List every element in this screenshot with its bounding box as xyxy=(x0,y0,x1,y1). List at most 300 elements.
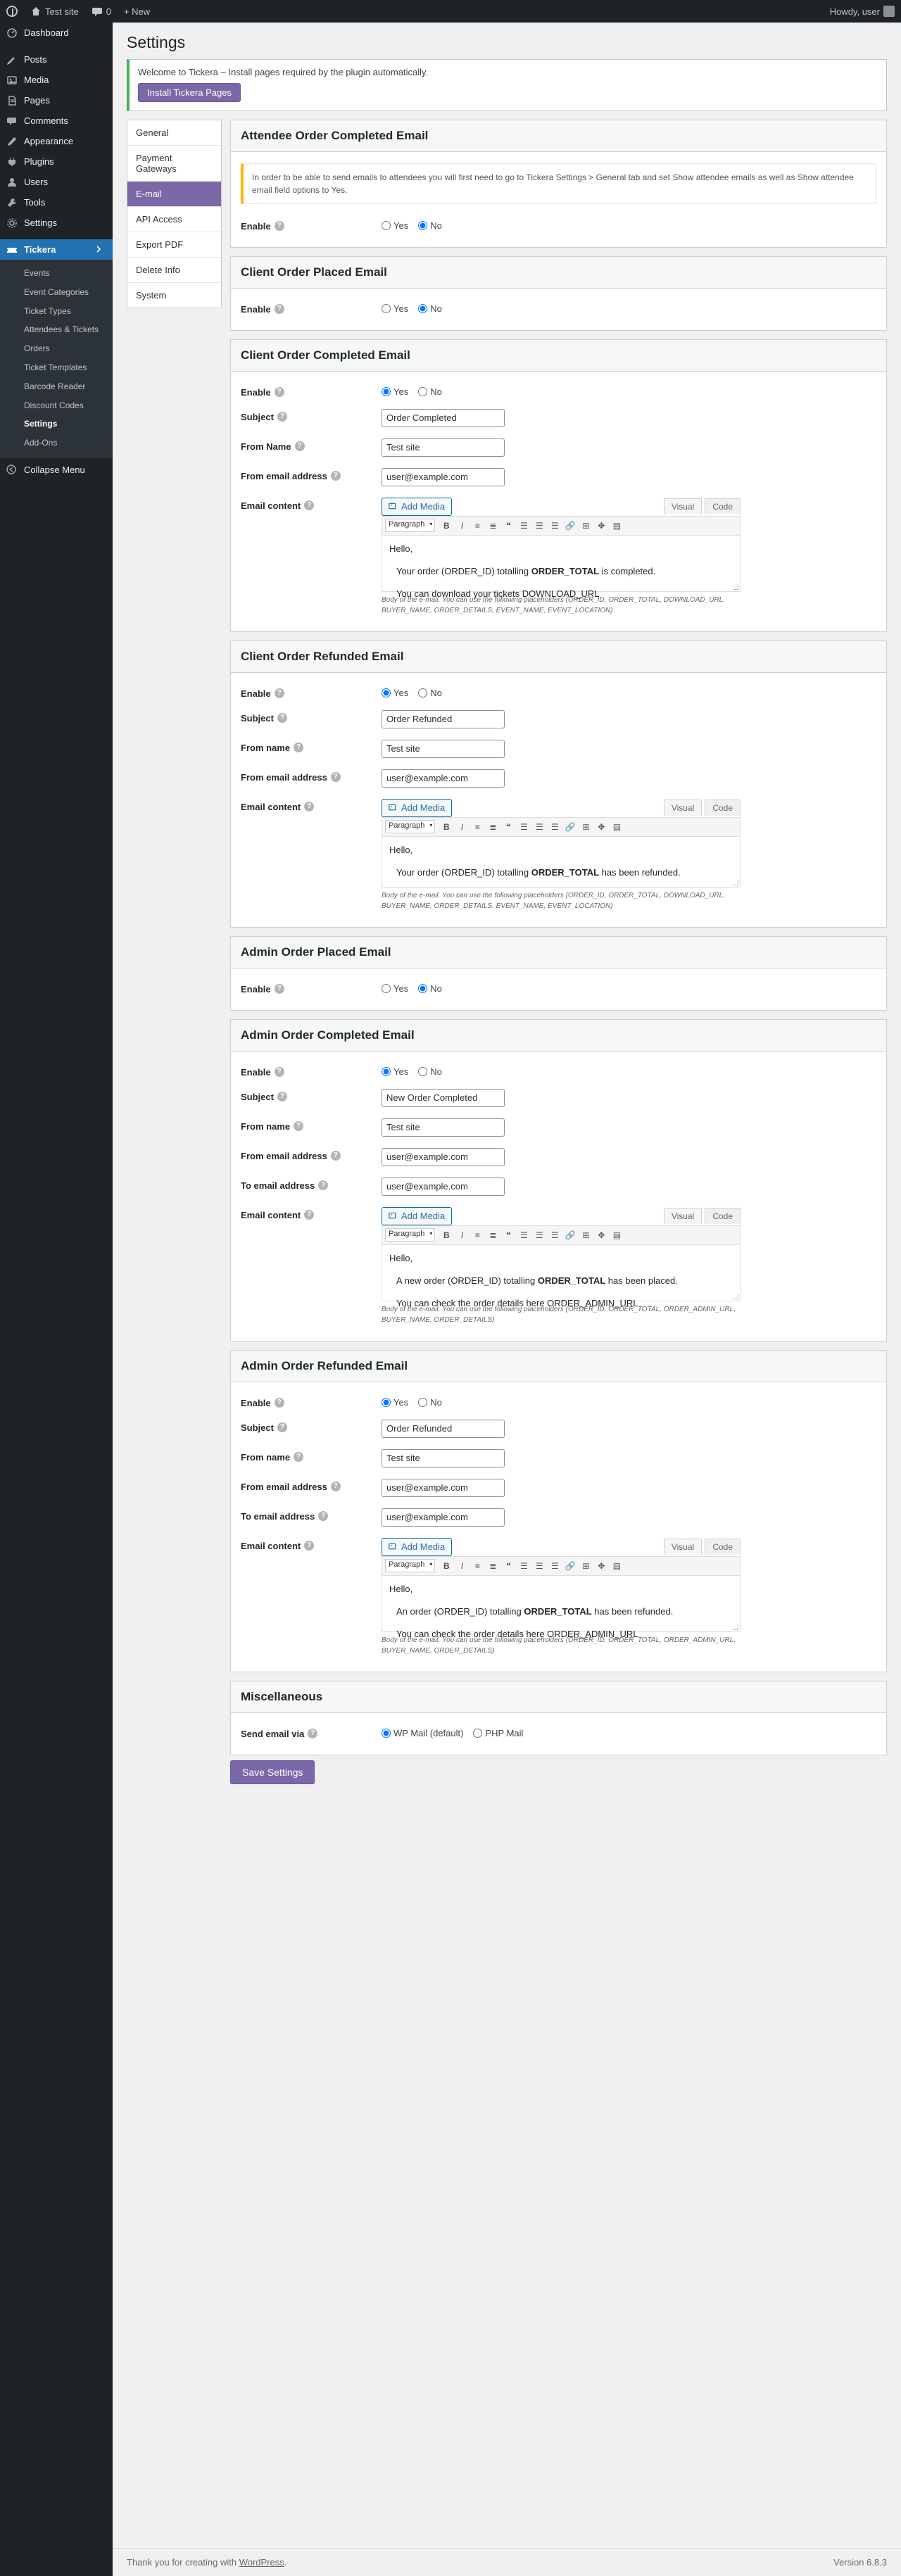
sidebar-divider xyxy=(0,43,113,49)
sidebar-item-posts[interactable] xyxy=(0,49,113,70)
editor-placeholder-token: ORDER_TOTAL xyxy=(531,565,600,576)
add-media-button[interactable] xyxy=(382,1538,452,1556)
sidebar-label: Plugins xyxy=(24,156,54,167)
align-right-icon[interactable]: ☰ xyxy=(550,1230,559,1240)
section-client-order-refunded-email xyxy=(230,640,887,928)
editor-text: has been refunded. xyxy=(599,866,681,878)
no-label: No xyxy=(430,386,442,397)
add-media-button[interactable] xyxy=(382,498,452,516)
sidebar-item-tools[interactable] xyxy=(0,192,113,213)
to-email-input[interactable] xyxy=(382,1177,505,1196)
tab-email[interactable] xyxy=(127,182,221,207)
footer-thanks-prefix: Thank you for creating with xyxy=(127,2557,239,2568)
field-enable xyxy=(241,680,876,705)
field-from-name xyxy=(241,1444,876,1473)
paragraph-format-select[interactable]: Paragraph ▾ xyxy=(385,1559,435,1572)
section-title: Client Order Completed Email xyxy=(231,340,886,372)
link-icon[interactable]: 🔗 xyxy=(565,821,576,832)
enable-label: Enable xyxy=(241,688,271,699)
sidebar-item-plugins[interactable] xyxy=(0,151,113,172)
tab-delete-info[interactable] xyxy=(127,258,221,283)
yes-label: Yes xyxy=(393,1066,409,1077)
field-enable xyxy=(241,976,876,1000)
toolbar-toggle-icon[interactable]: ▤ xyxy=(612,1560,622,1571)
help-icon[interactable]: ? xyxy=(318,1511,328,1521)
from-email-input[interactable] xyxy=(382,1479,505,1497)
help-icon[interactable]: ? xyxy=(331,1151,341,1161)
tab-export-pdf[interactable] xyxy=(127,232,221,258)
from-email-input[interactable] xyxy=(382,468,505,486)
editor-hint: Body of the e-mail. You can use the following placeholders (ORDER_ID, ORDER_TOTAL, ORDER_ADMIN_URL, BUYER_NAME, ORDER_DETAILS) xyxy=(382,1305,736,1324)
media-icon xyxy=(6,75,18,86)
help-icon[interactable]: ? xyxy=(294,743,303,752)
sidebar-label: Settings xyxy=(24,217,57,228)
new-content-label: + New xyxy=(123,6,151,17)
editor-line xyxy=(389,1604,733,1620)
submenu-label: Add-Ons xyxy=(24,438,58,448)
section-miscellaneous xyxy=(230,1681,887,1755)
help-icon[interactable]: ? xyxy=(331,1482,341,1491)
enable-label: Enable xyxy=(241,983,271,995)
submenu-label: Ticket Templates xyxy=(24,362,87,372)
media-icon xyxy=(389,1542,398,1551)
email-content-label: Email content xyxy=(241,1209,301,1220)
from-email-input[interactable] xyxy=(382,1148,505,1166)
settings-tabs-nav xyxy=(127,120,222,308)
field-enable xyxy=(241,379,876,403)
help-icon[interactable]: ? xyxy=(308,1729,317,1738)
sidebar-item-pages[interactable] xyxy=(0,90,113,111)
editor-text: Your order (ORDER_ID) totalling xyxy=(396,565,531,576)
visual-tab[interactable]: Visual xyxy=(664,498,702,514)
enable-radio-group[interactable] xyxy=(382,384,876,397)
submenu-label: Settings xyxy=(24,419,58,429)
from-name-input[interactable] xyxy=(382,1118,505,1137)
wordpress-link[interactable]: WordPress xyxy=(239,2557,284,2568)
help-icon[interactable]: ? xyxy=(304,1210,314,1220)
blockquote-icon[interactable]: ❝ xyxy=(506,1560,511,1571)
read-more-icon[interactable]: ⊞ xyxy=(582,1560,590,1571)
bulleted-list-icon[interactable]: ≡ xyxy=(474,1560,480,1571)
numbered-list-icon[interactable]: ≣ xyxy=(489,821,497,832)
sidebar-item-ticket-templates[interactable] xyxy=(0,358,113,377)
help-icon[interactable]: ? xyxy=(295,441,305,451)
avatar xyxy=(883,6,895,17)
help-icon[interactable]: ? xyxy=(275,221,284,231)
paragraph-format-select[interactable]: Paragraph ▾ xyxy=(385,820,435,833)
from-name-input[interactable] xyxy=(382,740,505,758)
fullscreen-icon[interactable]: ✥ xyxy=(598,1560,605,1571)
site-name-label: Test site xyxy=(45,6,79,17)
yes-label: Yes xyxy=(393,303,409,314)
bulleted-list-icon[interactable]: ≡ xyxy=(474,1230,480,1240)
howdy-label: Howdy, user xyxy=(829,6,880,17)
send-email-via-radio-group[interactable] xyxy=(382,1726,876,1738)
email-content-label: Email content xyxy=(241,801,301,812)
section-admin-order-completed-email xyxy=(230,1019,887,1341)
enable-label: Enable xyxy=(241,303,271,315)
field-subject xyxy=(241,403,876,433)
help-icon[interactable]: ? xyxy=(304,500,314,510)
wordpress-logo-icon xyxy=(6,6,18,17)
save-settings-button[interactable]: Save Settings xyxy=(230,1760,315,1784)
section-title: Admin Order Placed Email xyxy=(231,937,886,968)
align-center-icon[interactable]: ☰ xyxy=(535,821,543,832)
field-email-content xyxy=(241,492,876,621)
fullscreen-icon[interactable]: ✥ xyxy=(598,1230,605,1240)
help-icon[interactable]: ? xyxy=(275,688,284,698)
home-icon xyxy=(30,6,42,17)
page-title: Settings xyxy=(127,33,186,51)
section-title: Admin Order Refunded Email xyxy=(231,1351,886,1382)
align-center-icon[interactable]: ☰ xyxy=(535,520,543,531)
enable-radio-group[interactable] xyxy=(382,1395,876,1408)
from-name-input[interactable] xyxy=(382,1449,505,1467)
php-mail-radio[interactable] xyxy=(473,1729,482,1738)
from-email-label: From email address xyxy=(241,771,327,783)
sidebar-item-orders[interactable] xyxy=(0,339,113,358)
submenu-label: Ticket Types xyxy=(24,305,71,316)
align-right-icon[interactable]: ☰ xyxy=(550,1560,559,1571)
enable-radio-group[interactable] xyxy=(382,218,876,231)
section-title: Client Order Placed Email xyxy=(231,257,886,289)
italic-icon[interactable]: I xyxy=(460,821,464,832)
submenu-label: Event Categories xyxy=(24,286,89,297)
help-icon[interactable]: ? xyxy=(277,1422,287,1432)
to-email-label: To email address xyxy=(241,1510,315,1522)
enable-radio-group[interactable] xyxy=(382,686,876,698)
editor-text: has been placed. xyxy=(605,1275,678,1286)
sidebar-label: Comments xyxy=(24,115,68,126)
editor-line: Hello, xyxy=(389,1583,413,1594)
fullscreen-icon[interactable]: ✥ xyxy=(598,821,605,832)
tab-general[interactable] xyxy=(127,120,221,146)
numbered-list-icon[interactable]: ≣ xyxy=(489,520,497,531)
numbered-list-icon[interactable]: ≣ xyxy=(489,1560,497,1571)
yes-label: Yes xyxy=(393,1396,409,1408)
field-subject xyxy=(241,1414,876,1444)
tab-payment-gateways[interactable] xyxy=(127,146,221,182)
sidebar-label: Users xyxy=(24,177,48,187)
section-title: Miscellaneous xyxy=(231,1681,886,1713)
bulleted-list-icon[interactable]: ≡ xyxy=(474,821,480,832)
admin-footer xyxy=(113,2548,901,2576)
blockquote-icon[interactable]: ❝ xyxy=(506,1230,511,1240)
enable-yes-radio[interactable] xyxy=(382,387,391,396)
tab-label: General xyxy=(136,127,169,138)
align-right-icon[interactable]: ☰ xyxy=(550,821,559,832)
help-icon[interactable]: ? xyxy=(318,1180,328,1190)
enable-no-radio[interactable] xyxy=(418,1398,427,1407)
comment-icon xyxy=(92,6,103,17)
align-center-icon[interactable]: ☰ xyxy=(535,1560,543,1571)
code-tab[interactable]: Code xyxy=(705,800,741,816)
align-right-icon[interactable]: ☰ xyxy=(550,520,559,531)
help-icon[interactable]: ? xyxy=(277,713,287,723)
section-title: Attendee Order Completed Email xyxy=(231,120,886,152)
subject-label: Subject xyxy=(241,1091,274,1102)
yes-label: Yes xyxy=(393,983,409,994)
read-more-icon[interactable]: ⊞ xyxy=(582,520,590,531)
italic-icon[interactable]: I xyxy=(460,1560,464,1571)
enable-radio-group[interactable] xyxy=(382,1064,876,1077)
subject-input[interactable] xyxy=(382,1089,505,1107)
field-from-email xyxy=(241,462,876,492)
php-mail-label: PHP Mail xyxy=(485,1727,524,1738)
wordpress-logo-button[interactable] xyxy=(0,0,24,23)
submenu-label: Barcode Reader xyxy=(24,381,86,391)
sidebar-label: Appearance xyxy=(24,136,74,146)
enable-no-radio[interactable] xyxy=(418,1067,427,1076)
editor-content-area[interactable] xyxy=(382,837,741,888)
align-left-icon[interactable]: ☰ xyxy=(519,520,528,531)
sidebar-label: Pages xyxy=(24,95,50,106)
link-icon[interactable]: 🔗 xyxy=(565,520,576,531)
from-email-label: From email address xyxy=(241,470,327,481)
enable-yes-radio[interactable] xyxy=(382,304,391,313)
attendee-email-info: In order to be able to send emails to attendees you will first need to go to Tickera Settings > General tab and set Show attendee emails as well as Show attendee email field options to Yes. xyxy=(241,163,876,204)
visual-tab[interactable]: Visual xyxy=(664,1208,702,1224)
link-icon[interactable]: 🔗 xyxy=(565,1230,576,1240)
enable-no-radio[interactable] xyxy=(418,984,427,993)
help-icon[interactable]: ? xyxy=(294,1452,303,1462)
tools-icon xyxy=(6,197,18,208)
align-left-icon[interactable]: ☰ xyxy=(519,1560,528,1571)
visual-tab[interactable]: Visual xyxy=(664,1539,702,1555)
italic-icon[interactable]: I xyxy=(460,520,464,531)
from-email-input[interactable] xyxy=(382,769,505,788)
code-tab[interactable]: Code xyxy=(705,498,741,514)
editor-line: Hello, xyxy=(389,844,413,855)
bold-icon[interactable]: B xyxy=(443,1560,450,1571)
editor-line: Hello, xyxy=(389,543,413,554)
paragraph-format-select[interactable]: Paragraph ▾ xyxy=(385,519,435,532)
sidebar-item-event-categories[interactable] xyxy=(0,283,113,302)
enable-label: Enable xyxy=(241,220,271,232)
subject-input[interactable] xyxy=(382,710,505,728)
toolbar-toggle-icon[interactable]: ▤ xyxy=(612,1230,622,1240)
align-left-icon[interactable]: ☰ xyxy=(519,821,528,832)
code-tab[interactable]: Code xyxy=(705,1539,741,1555)
enable-yes-radio[interactable] xyxy=(382,1067,391,1076)
account-menu[interactable] xyxy=(824,0,901,23)
sidebar-item-discount-codes[interactable] xyxy=(0,396,113,415)
enable-radio-group[interactable] xyxy=(382,981,876,994)
new-content-button[interactable] xyxy=(118,0,156,23)
help-icon[interactable]: ? xyxy=(304,1541,314,1551)
settings-content xyxy=(230,120,887,1764)
sidebar-label: Tools xyxy=(24,197,46,208)
admin-bar xyxy=(0,0,901,23)
editor-resize-handle[interactable] xyxy=(733,880,738,885)
send-email-via-label: Send email via xyxy=(241,1728,305,1739)
read-more-icon[interactable]: ⊞ xyxy=(582,821,590,832)
enable-no-radio[interactable] xyxy=(418,304,427,313)
footer-thanks xyxy=(127,2557,286,2568)
comments-bubble-button[interactable] xyxy=(85,0,118,23)
tab-label: Payment Gateways xyxy=(136,152,177,174)
editor-line: Hello, xyxy=(389,1252,413,1263)
help-icon[interactable]: ? xyxy=(275,304,284,314)
help-icon[interactable]: ? xyxy=(275,1067,284,1077)
collapse-menu-button[interactable] xyxy=(0,458,113,482)
editor-line: You can check the order details here ORDER_ADMIN_URL xyxy=(396,1298,638,1309)
editor-toolbar xyxy=(382,1556,741,1576)
enable-yes-radio[interactable] xyxy=(382,221,391,230)
enable-no-radio[interactable] xyxy=(418,387,427,396)
footer-thanks-suffix: . xyxy=(284,2557,287,2568)
field-subject xyxy=(241,1083,876,1113)
sidebar-item-tickera-settings[interactable] xyxy=(0,415,113,434)
blockquote-icon[interactable]: ❝ xyxy=(506,821,511,832)
tab-label: E-mail xyxy=(136,188,162,199)
enable-no-radio[interactable] xyxy=(418,688,427,697)
tab-label: Export PDF xyxy=(136,239,184,250)
media-icon xyxy=(389,502,398,511)
submenu-label: Attendees & Tickets xyxy=(24,324,99,335)
read-more-icon[interactable]: ⊞ xyxy=(582,1230,590,1240)
collapse-icon xyxy=(6,465,18,476)
sidebar-item-settings[interactable] xyxy=(0,213,113,233)
help-icon[interactable]: ? xyxy=(331,471,341,481)
install-tickera-pages-button[interactable]: Install Tickera Pages xyxy=(138,83,241,102)
help-icon[interactable]: ? xyxy=(275,1398,284,1408)
from-email-label: From email address xyxy=(241,1481,327,1492)
enable-label: Enable xyxy=(241,386,271,398)
field-enable xyxy=(241,1059,876,1083)
help-icon[interactable]: ? xyxy=(294,1121,303,1131)
from-name-label: From name xyxy=(241,742,291,753)
email-content-editor xyxy=(382,1538,741,1656)
editor-placeholder-token: ORDER_TOTAL xyxy=(531,866,600,878)
help-icon[interactable]: ? xyxy=(277,412,287,422)
section-attendee-order-completed-email xyxy=(230,120,887,248)
section-title: Client Order Refunded Email xyxy=(231,641,886,673)
media-icon xyxy=(389,1211,398,1220)
visual-tab[interactable]: Visual xyxy=(664,800,702,816)
from-name-label: From name xyxy=(241,1120,291,1132)
editor-toolbar xyxy=(382,817,741,837)
editor-toolbar xyxy=(382,1225,741,1245)
submenu-label: Events xyxy=(24,268,50,278)
sidebar-item-attendees-tickets[interactable] xyxy=(0,320,113,339)
editor-resize-handle[interactable] xyxy=(733,1624,738,1630)
paragraph-format-select[interactable]: Paragraph ▾ xyxy=(385,1228,435,1242)
wordpress-version: Version 6.8.3 xyxy=(833,2557,887,2568)
subject-label: Subject xyxy=(241,411,274,422)
help-icon[interactable]: ? xyxy=(275,387,284,397)
sidebar-item-barcode-reader[interactable] xyxy=(0,377,113,396)
posts-icon xyxy=(6,54,18,65)
numbered-list-icon[interactable]: ≣ xyxy=(489,1230,497,1240)
bold-icon[interactable]: B xyxy=(443,821,450,832)
field-enable xyxy=(241,213,876,237)
admin-sidebar xyxy=(0,23,113,2576)
yes-label: Yes xyxy=(393,220,409,231)
toolbar-toggle-icon[interactable]: ▤ xyxy=(612,520,622,531)
subject-input[interactable] xyxy=(382,409,505,427)
bulleted-list-icon[interactable]: ≡ xyxy=(474,520,480,531)
from-name-label: From name xyxy=(241,1451,291,1463)
sidebar-item-tickera[interactable] xyxy=(0,239,113,260)
editor-resize-handle[interactable] xyxy=(733,584,738,590)
enable-yes-radio[interactable] xyxy=(382,1398,391,1407)
link-icon[interactable]: 🔗 xyxy=(565,1560,576,1571)
comments-count: 0 xyxy=(106,6,111,17)
align-left-icon[interactable]: ☰ xyxy=(519,1230,528,1240)
sidebar-item-dashboard[interactable] xyxy=(0,23,113,43)
add-media-button[interactable] xyxy=(382,1207,452,1225)
sidebar-item-events[interactable] xyxy=(0,264,113,283)
sidebar-item-comments[interactable] xyxy=(0,111,113,131)
help-icon[interactable]: ? xyxy=(331,772,341,782)
to-email-input[interactable] xyxy=(382,1508,505,1527)
from-name-input[interactable] xyxy=(382,438,505,457)
editor-line: You can check the order details here ORDER_ADMIN_URL xyxy=(396,1629,638,1640)
tab-system[interactable] xyxy=(127,283,221,308)
enable-yes-radio[interactable] xyxy=(382,688,391,697)
email-content-editor xyxy=(382,799,741,911)
align-center-icon[interactable]: ☰ xyxy=(535,1230,543,1240)
editor-text: Your order (ORDER_ID) totalling xyxy=(396,866,531,878)
add-media-button[interactable] xyxy=(382,799,452,817)
help-icon[interactable]: ? xyxy=(275,984,284,994)
help-icon[interactable]: ? xyxy=(277,1092,287,1101)
chevron-right-icon xyxy=(95,244,106,255)
editor-text: has been refunded. xyxy=(591,1605,674,1617)
enable-label: Enable xyxy=(241,1066,271,1078)
bold-icon[interactable]: B xyxy=(443,1230,450,1240)
editor-text: is completed. xyxy=(599,565,656,576)
site-name-button[interactable] xyxy=(24,0,85,23)
add-media-label: Add Media xyxy=(401,501,446,512)
sidebar-item-users[interactable] xyxy=(0,172,113,192)
editor-line: You can download your tickets DOWNLOAD_URL xyxy=(396,588,600,600)
sidebar-item-add-ons[interactable] xyxy=(0,434,113,453)
sidebar-item-media[interactable] xyxy=(0,70,113,90)
editor-text: A new order (ORDER_ID) totalling xyxy=(396,1275,538,1286)
toolbar-toggle-icon[interactable]: ▤ xyxy=(612,821,622,832)
enable-radio-group[interactable] xyxy=(382,301,876,314)
sidebar-item-appearance[interactable] xyxy=(0,131,113,151)
fullscreen-icon[interactable]: ✥ xyxy=(598,520,605,531)
editor-resize-handle[interactable] xyxy=(733,1294,738,1299)
section-admin-order-placed-email xyxy=(230,936,887,1011)
no-label: No xyxy=(430,687,442,698)
editor-toolbar xyxy=(382,516,741,536)
editor-hint: Body of the e-mail. You can use the following placeholders (ORDER_ID, ORDER_TOTAL, DOWNLOAD_URL, BUYER_NAME, ORDER_DETAILS, EVENT_NAME, EVENT_LOCATION) xyxy=(382,595,725,614)
editor-content-area[interactable] xyxy=(382,1576,741,1640)
wp-mail-label: WP Mail (default) xyxy=(393,1727,464,1738)
enable-yes-radio[interactable] xyxy=(382,984,391,993)
ticket-icon xyxy=(6,244,18,255)
sidebar-item-ticket-types[interactable] xyxy=(0,302,113,321)
help-icon[interactable]: ? xyxy=(304,802,314,812)
italic-icon[interactable]: I xyxy=(460,1230,464,1240)
gear-icon xyxy=(6,217,18,229)
subject-input[interactable] xyxy=(382,1420,505,1438)
wp-mail-radio[interactable] xyxy=(382,1729,391,1738)
code-tab[interactable]: Code xyxy=(705,1208,741,1224)
bold-icon[interactable]: B xyxy=(443,520,450,531)
editor-content-area[interactable] xyxy=(382,536,741,600)
blockquote-icon[interactable]: ❝ xyxy=(506,520,511,531)
editor-content-area[interactable] xyxy=(382,1245,741,1309)
install-pages-notice xyxy=(127,59,887,111)
add-media-label: Add Media xyxy=(401,1541,446,1553)
enable-no-radio[interactable] xyxy=(418,221,427,230)
tab-api-access[interactable] xyxy=(127,207,221,232)
